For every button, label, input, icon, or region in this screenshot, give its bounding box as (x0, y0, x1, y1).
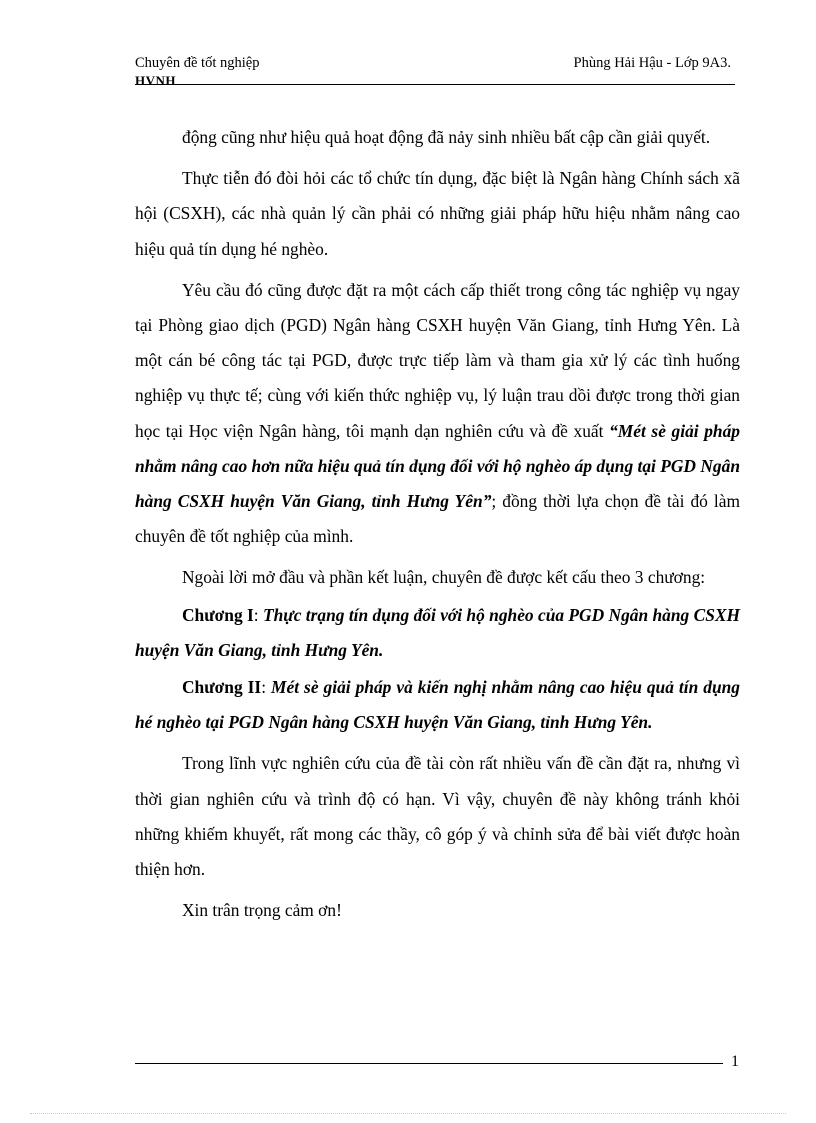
page-number: 1 (731, 1053, 739, 1070)
paragraph-5: Trong lĩnh vực nghiên cứu của đề tài còn rất nhiều vấn đề cần đặt ra, nhưng vì thời gian nghiên cứu và trình độ có hạn. Vì vậy, chuyên đề này không tránh khỏi những khiếm khuyết, rất mong các thầy, cô góp ý và chỉnh sửa để bài viết được hoàn thiện hơn. (135, 753, 740, 880)
page-edge-dotted-line (30, 1113, 786, 1114)
header-document-title: Chuyên đề tốt nghiệp (135, 55, 260, 71)
paragraph-6: Xin trân trọng cảm ơn! (182, 900, 342, 921)
paragraph-2: Thực tiễn đó đòi hỏi các tổ chức tín dụng, đặc biệt là Ngân hàng Chính sách xã hội (CSXH), các nhà quản lý cần phải có những giải pháp hữu hiệu nhằm nâng cao hiệu quả tín dụng hé nghèo. (135, 168, 740, 259)
paragraph-1: động cũng như hiệu quả hoạt động đã nảy sinh nhiều bất cập cần giải quyết. (182, 127, 711, 147)
paragraph-3 (135, 273, 740, 555)
header-author: Phùng Hải Hậu - Lớp 9A3. (573, 55, 731, 71)
paragraph-3-text: Yêu cầu đó cũng được đặt ra một cách cấp thiết trong công tác nghiệp vụ ngay tại Phòng giao dịch (PGD) Ngân hàng CSXH huyện Văn Giang, tỉnh Hưng Yên. Là một cán bé công tác tại PGD, được trực tiếp làm và tham gia xử lý các tình huống nghiệp vụ thực tế; cùng với kiến thức nghiệp vụ, lý luận trau dồi được trong thời gian học tại Học viện Ngân hàng, tôi mạnh dạn nghiên cứu và đề xuất (135, 279, 740, 441)
header-institution: HVNH (135, 73, 176, 88)
thesis-title: “Mét sè giải pháp nhằm nâng cao hơn nữa hiệu quả tín dụng đối với hộ nghèo áp dụng tại PGD Ngân hàng CSXH huyện Văn Giang, tỉnh Hưng Yên” (135, 420, 740, 512)
chapter-1: Chương I: Thực trạng tín dụng đối với hộ nghèo của PGD Ngân hàng CSXH huyện Văn Giang, tỉnh Hưng Yên. (135, 604, 741, 660)
header-divider (135, 84, 735, 85)
chapter-1-title: Thực trạng tín dụng đối với hộ nghèo của PGD Ngân hàng CSXH huyện Văn Giang, tỉnh Hưng Yên. (135, 604, 741, 660)
paragraph-4: Ngoài lời mở đầu và phần kết luận, chuyên đề được kết cấu theo 3 chương: (182, 567, 706, 588)
chapter-2-label: Chương II (182, 677, 262, 698)
chapter-1-label: Chương I (182, 604, 254, 625)
footer-divider (135, 1063, 723, 1064)
chapter-2-title: Mét sè giải pháp và kiến nghị nhằm nâng cao hiệu quả tín dụng hé nghèo tại PGD Ngân hàng CSXH huyện Văn Giang, tỉnh Hưng Yên. (135, 677, 740, 733)
chapter-2: Chương II: Mét sè giải pháp và kiến nghị nhằm nâng cao hiệu quả tín dụng hé nghèo tại PGD Ngân hàng CSXH huyện Văn Giang, tỉnh Hưng Yên. (135, 677, 740, 733)
document-body (135, 120, 740, 934)
paragraph-3-end: ; đồng thời lựa chọn đề tài đó làm chuyên đề tốt nghiệp của mình. (135, 491, 740, 547)
